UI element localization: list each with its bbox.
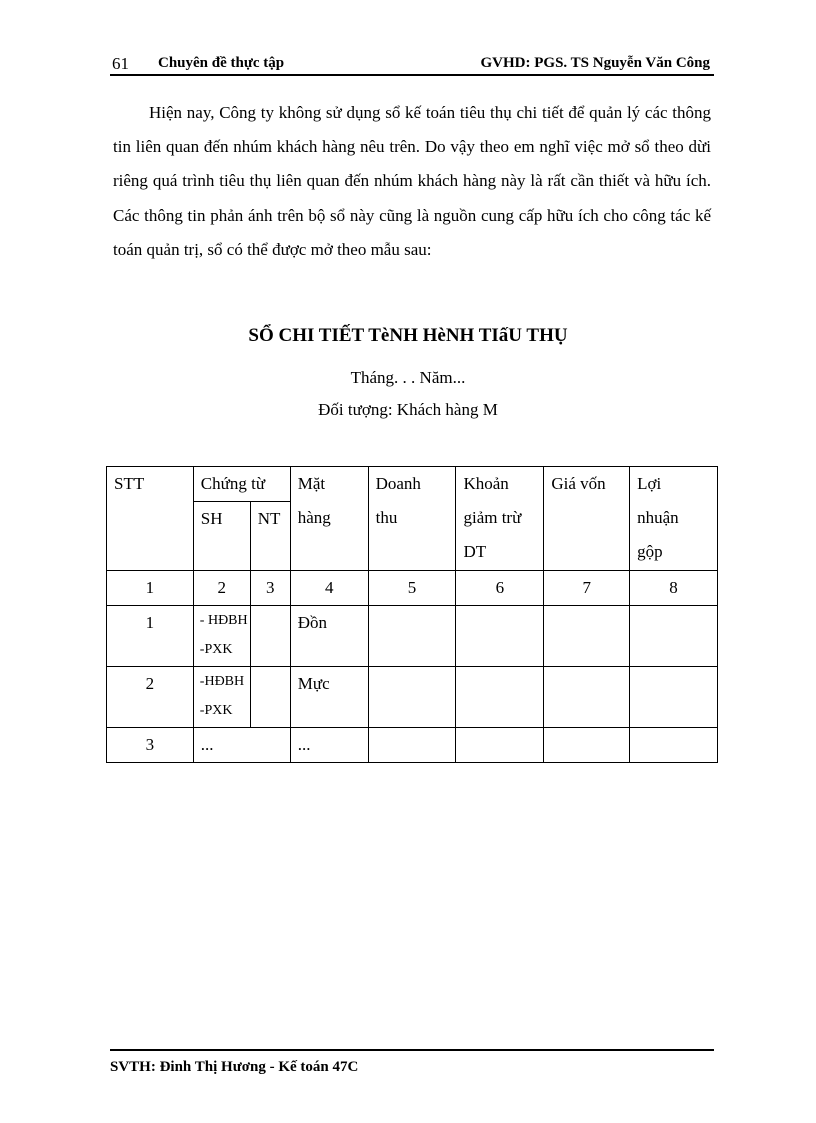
header-nt: NT <box>250 502 290 571</box>
intro-paragraph-text: Hiện nay, Công ty không sử dụng sổ kế toán tiêu thụ chi tiết để quản lý các thông tin liên quan đến nhúm khách hàng nêu trên. Do vậy theo em nghĩ việc mở sổ theo dừi riêng quá trình tiêu thụ liên quan đến nhúm khách hàng này là rất cần thiết và hữu ích. Các thông tin phản ánh trên bộ sổ này cũng là nguồn cung cấp hữu ích cho công tác kế toán quản trị, sổ có thể được mở theo mẫu sau: <box>113 103 711 259</box>
row-cost <box>544 606 630 667</box>
row-cost <box>544 728 630 763</box>
row-item: Đồn <box>290 606 368 667</box>
row-cost <box>544 667 630 728</box>
row-stt: 1 <box>107 606 194 667</box>
col-number: 4 <box>290 571 368 606</box>
row-item: ... <box>290 728 368 763</box>
col-number: 6 <box>456 571 544 606</box>
col-number: 3 <box>250 571 290 606</box>
ledger-period: Tháng. . . Năm... <box>350 368 466 387</box>
header-profit: Lợi nhuận gộp <box>630 467 718 571</box>
header-voucher: Chứng từ <box>193 467 290 502</box>
row-voucher-nt <box>250 606 290 667</box>
header-topic: Chuyên đề thực tập <box>158 55 285 71</box>
row-stt: 2 <box>107 667 194 728</box>
header-revenue: Doanh thu <box>368 467 456 571</box>
header-cost: Giá vốn <box>544 467 630 571</box>
row-profit <box>630 728 718 763</box>
header-sh: SH <box>193 502 250 571</box>
row-deduction <box>456 667 544 728</box>
row-item: Mực <box>290 667 368 728</box>
row-profit <box>630 667 718 728</box>
ledger-subject: Đối tượng: Khách hàng M <box>318 400 498 419</box>
page-number: 61 <box>112 54 129 73</box>
col-number: 5 <box>368 571 456 606</box>
col-number: 1 <box>107 571 194 606</box>
table-header-row <box>107 467 718 502</box>
row-revenue <box>368 606 456 667</box>
row-deduction <box>456 606 544 667</box>
header-deduction: Khoản giảm trừ DT <box>456 467 544 571</box>
row-revenue <box>368 667 456 728</box>
row-voucher-sh: -HĐBH -PXK <box>193 667 250 728</box>
col-number: 7 <box>544 571 630 606</box>
row-profit <box>630 606 718 667</box>
ledger-table <box>106 466 718 763</box>
table-row <box>107 667 718 728</box>
page-header <box>110 52 714 76</box>
footer-student: SVTH: Đinh Thị Hương - Kế toán 47C <box>110 1059 359 1075</box>
row-deduction <box>456 728 544 763</box>
row-voucher-sh: - HĐBH -PXK <box>193 606 250 667</box>
row-stt: 3 <box>107 728 194 763</box>
ledger-title: SỔ CHI TIẾT TèNH HèNH TIấU THỤ <box>248 325 568 346</box>
header-advisor: GVHD: PGS. TS Nguyễn Văn Công <box>480 55 710 71</box>
header-item: Mặt hàng <box>290 467 368 571</box>
row-voucher: ... <box>193 728 290 763</box>
table-row <box>107 606 718 667</box>
table-row <box>107 728 718 763</box>
row-revenue <box>368 728 456 763</box>
column-number-row <box>107 571 718 606</box>
page-footer <box>110 1049 714 1076</box>
row-voucher-nt <box>250 667 290 728</box>
header-stt: STT <box>107 467 194 571</box>
intro-paragraph <box>113 96 711 267</box>
col-number: 8 <box>630 571 718 606</box>
col-number: 2 <box>193 571 250 606</box>
